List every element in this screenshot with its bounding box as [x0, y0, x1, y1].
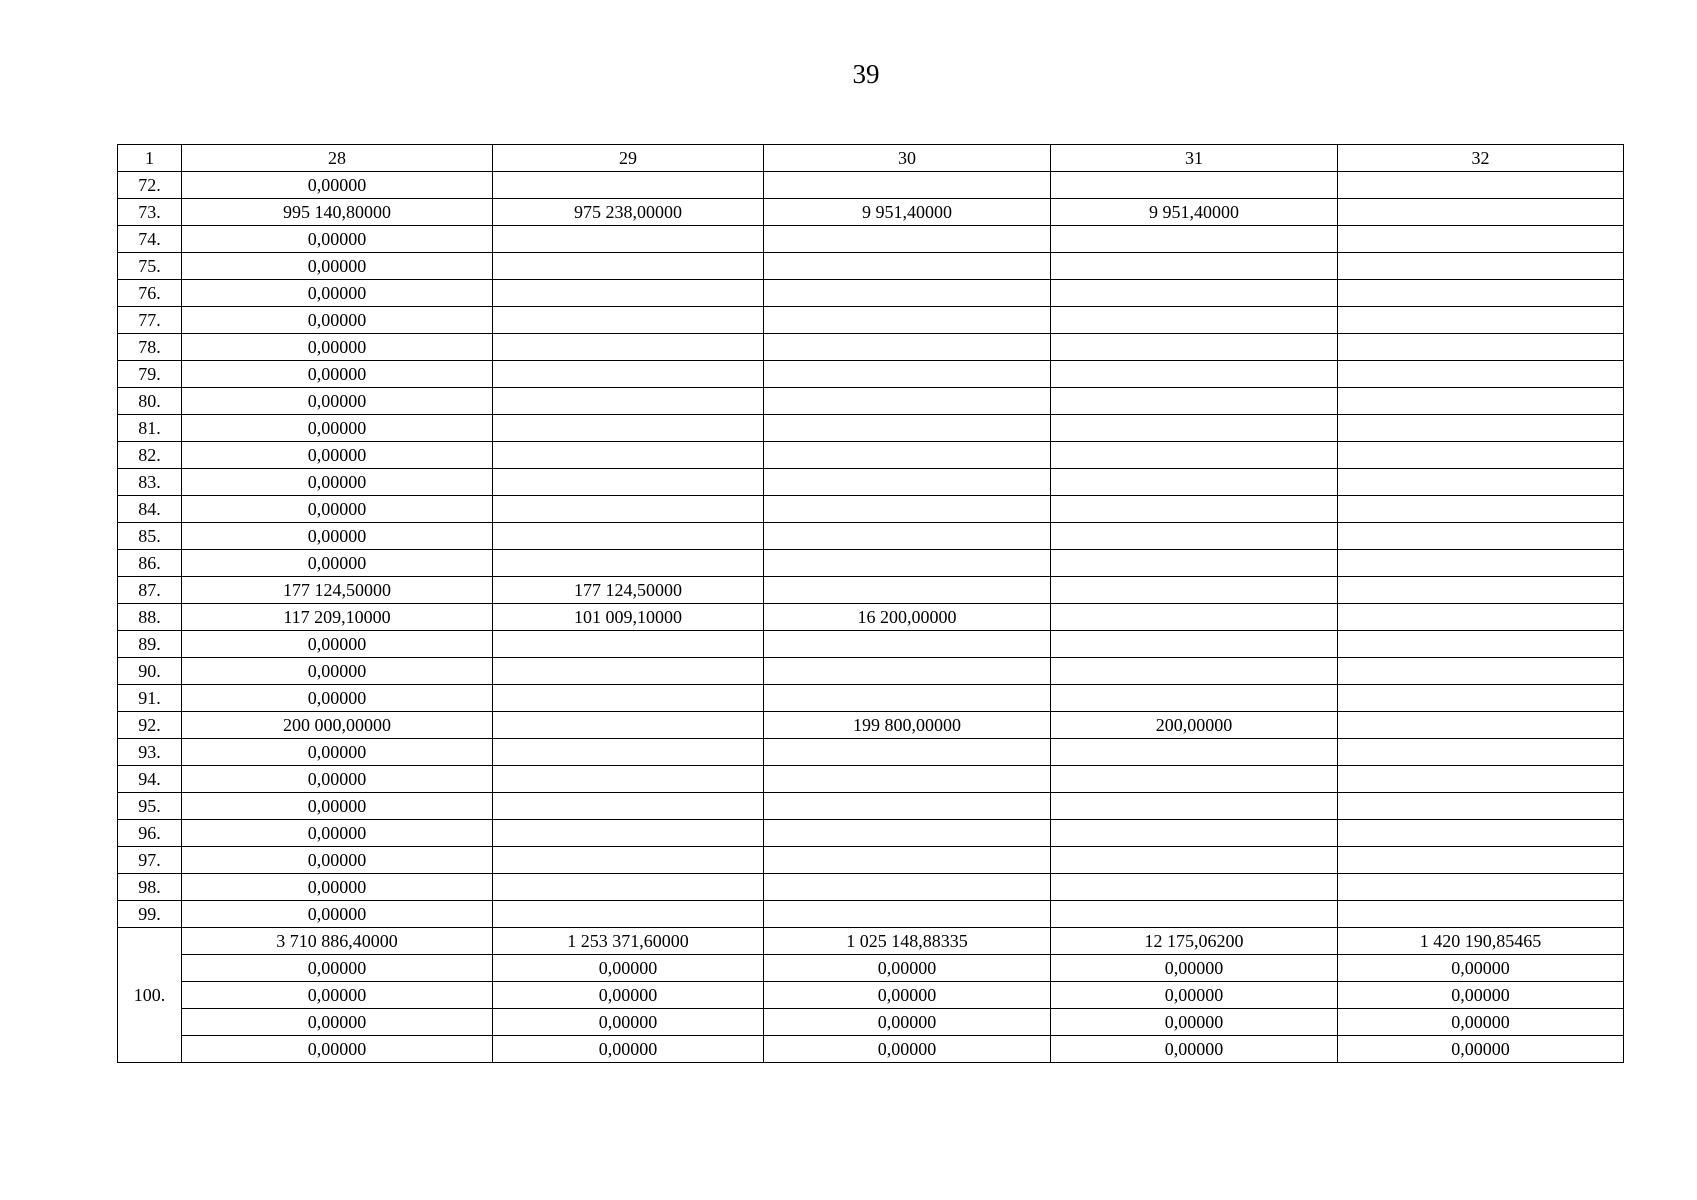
row-number-cell: 79.	[118, 361, 182, 388]
value-cell	[1338, 361, 1624, 388]
row-number-cell: 93.	[118, 739, 182, 766]
value-cell	[1051, 874, 1338, 901]
header-cell-col-30: 30	[764, 145, 1051, 172]
value-cell	[764, 172, 1051, 199]
value-cell	[1338, 442, 1624, 469]
value-cell: 0,00000	[182, 550, 493, 577]
value-cell	[493, 658, 764, 685]
value-cell	[493, 253, 764, 280]
value-cell: 0,00000	[182, 631, 493, 658]
row-number-cell: 74.	[118, 226, 182, 253]
row-number-cell: 82.	[118, 442, 182, 469]
value-cell	[493, 442, 764, 469]
row-number-cell: 85.	[118, 523, 182, 550]
value-cell	[493, 631, 764, 658]
table-row	[118, 361, 1624, 388]
table-row	[118, 469, 1624, 496]
total-value-cell: 1 420 190,85465	[1338, 928, 1624, 955]
value-cell	[493, 793, 764, 820]
value-cell	[493, 469, 764, 496]
value-cell	[1338, 415, 1624, 442]
row-number-cell: 75.	[118, 253, 182, 280]
value-cell	[764, 442, 1051, 469]
value-cell	[1051, 631, 1338, 658]
total-value-cell: 0,00000	[1051, 955, 1338, 982]
value-cell	[1338, 901, 1624, 928]
row-number-cell: 98.	[118, 874, 182, 901]
value-cell: 9 951,40000	[1051, 199, 1338, 226]
value-cell: 9 951,40000	[764, 199, 1051, 226]
value-cell	[1051, 523, 1338, 550]
row-number-cell: 92.	[118, 712, 182, 739]
row-number-cell: 77.	[118, 307, 182, 334]
total-value-cell: 0,00000	[182, 1009, 493, 1036]
value-cell	[1051, 172, 1338, 199]
row-number-cell: 84.	[118, 496, 182, 523]
value-cell: 0,00000	[182, 415, 493, 442]
total-value-cell: 0,00000	[1051, 982, 1338, 1009]
value-cell	[493, 739, 764, 766]
value-cell	[1051, 604, 1338, 631]
value-cell: 0,00000	[182, 172, 493, 199]
value-cell	[764, 550, 1051, 577]
table-row	[118, 334, 1624, 361]
table-row	[118, 550, 1624, 577]
row-number-cell: 91.	[118, 685, 182, 712]
total-value-cell: 0,00000	[182, 955, 493, 982]
table-row	[118, 685, 1624, 712]
value-cell	[764, 415, 1051, 442]
total-value-cell: 0,00000	[764, 1036, 1051, 1063]
value-cell	[1051, 415, 1338, 442]
value-cell: 0,00000	[182, 469, 493, 496]
value-cell	[1338, 604, 1624, 631]
value-cell	[764, 307, 1051, 334]
value-cell	[493, 280, 764, 307]
value-cell	[493, 388, 764, 415]
table-row	[118, 226, 1624, 253]
table-row	[118, 793, 1624, 820]
total-value-cell: 0,00000	[1051, 1009, 1338, 1036]
value-cell	[1338, 496, 1624, 523]
value-cell	[1338, 631, 1624, 658]
value-cell	[493, 685, 764, 712]
value-cell	[493, 334, 764, 361]
value-cell: 117 209,10000	[182, 604, 493, 631]
table-row	[118, 901, 1624, 928]
value-cell	[764, 685, 1051, 712]
value-cell	[1338, 766, 1624, 793]
value-cell	[764, 577, 1051, 604]
value-cell	[1338, 577, 1624, 604]
value-cell	[1051, 442, 1338, 469]
value-cell: 995 140,80000	[182, 199, 493, 226]
value-cell	[1338, 307, 1624, 334]
value-cell	[1051, 847, 1338, 874]
table-body	[118, 145, 1624, 1063]
table-row	[118, 496, 1624, 523]
value-cell	[1051, 658, 1338, 685]
value-cell: 0,00000	[182, 253, 493, 280]
total-value-cell: 0,00000	[1338, 1036, 1624, 1063]
table-row	[118, 577, 1624, 604]
value-cell	[1338, 685, 1624, 712]
total-value-cell: 0,00000	[1338, 1009, 1624, 1036]
row-number-cell: 81.	[118, 415, 182, 442]
value-cell: 0,00000	[182, 523, 493, 550]
row-number-cell: 94.	[118, 766, 182, 793]
total-value-cell: 0,00000	[493, 1009, 764, 1036]
table-row	[118, 253, 1624, 280]
value-cell	[493, 496, 764, 523]
value-cell	[493, 820, 764, 847]
total-value-cell: 0,00000	[493, 1036, 764, 1063]
value-cell	[493, 550, 764, 577]
value-cell: 0,00000	[182, 847, 493, 874]
value-cell	[764, 253, 1051, 280]
value-cell	[1051, 901, 1338, 928]
value-cell: 975 238,00000	[493, 199, 764, 226]
value-cell: 0,00000	[182, 766, 493, 793]
value-cell	[764, 901, 1051, 928]
value-cell	[493, 361, 764, 388]
value-cell: 0,00000	[182, 388, 493, 415]
value-cell	[764, 820, 1051, 847]
value-cell	[764, 631, 1051, 658]
total-row	[118, 955, 1624, 982]
value-cell	[1051, 577, 1338, 604]
value-cell	[1338, 847, 1624, 874]
value-cell	[1338, 523, 1624, 550]
value-cell	[764, 658, 1051, 685]
total-value-cell: 1 253 371,60000	[493, 928, 764, 955]
total-value-cell: 0,00000	[182, 982, 493, 1009]
total-value-cell: 0,00000	[1051, 1036, 1338, 1063]
total-value-cell: 0,00000	[764, 955, 1051, 982]
value-cell	[1051, 766, 1338, 793]
row-number-cell: 80.	[118, 388, 182, 415]
value-cell	[764, 361, 1051, 388]
value-cell	[1338, 793, 1624, 820]
value-cell	[1338, 739, 1624, 766]
row-number-cell: 72.	[118, 172, 182, 199]
value-cell	[1051, 280, 1338, 307]
value-cell	[493, 226, 764, 253]
total-value-cell: 1 025 148,88335	[764, 928, 1051, 955]
value-cell	[1338, 226, 1624, 253]
table-row	[118, 442, 1624, 469]
header-cell-col-1: 1	[118, 145, 182, 172]
total-value-cell: 0,00000	[182, 1036, 493, 1063]
table-row	[118, 280, 1624, 307]
total-row	[118, 1036, 1624, 1063]
value-cell	[1338, 253, 1624, 280]
value-cell	[1051, 361, 1338, 388]
value-cell: 200 000,00000	[182, 712, 493, 739]
value-cell: 177 124,50000	[182, 577, 493, 604]
value-cell	[493, 874, 764, 901]
value-cell	[764, 496, 1051, 523]
value-cell	[1051, 793, 1338, 820]
value-cell: 0,00000	[182, 280, 493, 307]
header-cell-col-28: 28	[182, 145, 493, 172]
row-number-cell: 99.	[118, 901, 182, 928]
value-cell: 0,00000	[182, 226, 493, 253]
value-cell	[1338, 658, 1624, 685]
table-row	[118, 874, 1624, 901]
value-cell	[764, 847, 1051, 874]
value-cell	[1051, 307, 1338, 334]
header-cell-col-29: 29	[493, 145, 764, 172]
row-number-cell: 83.	[118, 469, 182, 496]
value-cell: 0,00000	[182, 442, 493, 469]
data-table	[117, 144, 1624, 1063]
table-row	[118, 199, 1624, 226]
total-value-cell: 3 710 886,40000	[182, 928, 493, 955]
value-cell	[1051, 739, 1338, 766]
table-row	[118, 604, 1624, 631]
value-cell	[1051, 685, 1338, 712]
value-cell	[764, 388, 1051, 415]
value-cell: 200,00000	[1051, 712, 1338, 739]
row-number-cell: 95.	[118, 793, 182, 820]
table-row	[118, 658, 1624, 685]
header-row	[118, 145, 1624, 172]
table-row	[118, 388, 1624, 415]
value-cell: 0,00000	[182, 496, 493, 523]
value-cell	[493, 847, 764, 874]
total-value-cell: 0,00000	[764, 1009, 1051, 1036]
row-number-cell: 73.	[118, 199, 182, 226]
page-number: 39	[852, 59, 880, 89]
value-cell	[493, 712, 764, 739]
row-number-cell: 86.	[118, 550, 182, 577]
value-cell	[1338, 334, 1624, 361]
value-cell	[493, 415, 764, 442]
value-cell	[1051, 388, 1338, 415]
total-value-cell: 12 175,06200	[1051, 928, 1338, 955]
table-row	[118, 739, 1624, 766]
total-value-cell: 0,00000	[493, 955, 764, 982]
value-cell	[1338, 820, 1624, 847]
total-row-number-cell: 100.	[118, 928, 182, 1063]
total-row	[118, 982, 1624, 1009]
value-cell: 177 124,50000	[493, 577, 764, 604]
total-value-cell: 0,00000	[1338, 955, 1624, 982]
value-cell	[1338, 172, 1624, 199]
table-row	[118, 307, 1624, 334]
value-cell	[1338, 280, 1624, 307]
value-cell	[1051, 253, 1338, 280]
table-row	[118, 712, 1624, 739]
value-cell	[1338, 388, 1624, 415]
value-cell	[493, 307, 764, 334]
total-row	[118, 1009, 1624, 1036]
table-row	[118, 820, 1624, 847]
table-row	[118, 631, 1624, 658]
total-value-cell: 0,00000	[1338, 982, 1624, 1009]
value-cell: 199 800,00000	[764, 712, 1051, 739]
value-cell	[1051, 226, 1338, 253]
row-number-cell: 88.	[118, 604, 182, 631]
total-value-cell: 0,00000	[764, 982, 1051, 1009]
value-cell: 0,00000	[182, 793, 493, 820]
value-cell: 0,00000	[182, 820, 493, 847]
table-row	[118, 523, 1624, 550]
row-number-cell: 87.	[118, 577, 182, 604]
value-cell	[493, 766, 764, 793]
value-cell	[764, 334, 1051, 361]
header-cell-col-32: 32	[1338, 145, 1624, 172]
total-row	[118, 928, 1624, 955]
value-cell: 0,00000	[182, 739, 493, 766]
value-cell	[764, 739, 1051, 766]
value-cell	[764, 793, 1051, 820]
row-number-cell: 89.	[118, 631, 182, 658]
value-cell	[1051, 820, 1338, 847]
row-number-cell: 90.	[118, 658, 182, 685]
value-cell	[493, 901, 764, 928]
value-cell	[1051, 550, 1338, 577]
value-cell: 0,00000	[182, 361, 493, 388]
value-cell: 101 009,10000	[493, 604, 764, 631]
row-number-cell: 78.	[118, 334, 182, 361]
value-cell: 0,00000	[182, 685, 493, 712]
row-number-cell: 96.	[118, 820, 182, 847]
table-row	[118, 847, 1624, 874]
value-cell	[493, 523, 764, 550]
table-row	[118, 415, 1624, 442]
value-cell	[764, 874, 1051, 901]
value-cell: 0,00000	[182, 874, 493, 901]
value-cell	[1051, 496, 1338, 523]
table-row	[118, 766, 1624, 793]
value-cell: 0,00000	[182, 334, 493, 361]
value-cell	[493, 172, 764, 199]
value-cell	[764, 766, 1051, 793]
row-number-cell: 76.	[118, 280, 182, 307]
value-cell: 0,00000	[182, 901, 493, 928]
value-cell	[1338, 469, 1624, 496]
value-cell	[1338, 712, 1624, 739]
value-cell: 0,00000	[182, 658, 493, 685]
row-number-cell: 97.	[118, 847, 182, 874]
value-cell: 0,00000	[182, 307, 493, 334]
value-cell	[764, 469, 1051, 496]
value-cell	[1051, 334, 1338, 361]
value-cell	[764, 523, 1051, 550]
value-cell	[1051, 469, 1338, 496]
value-cell	[1338, 874, 1624, 901]
table-row	[118, 172, 1624, 199]
value-cell	[764, 280, 1051, 307]
value-cell	[764, 226, 1051, 253]
value-cell	[1338, 199, 1624, 226]
header-cell-col-31: 31	[1051, 145, 1338, 172]
value-cell	[1338, 550, 1624, 577]
value-cell: 16 200,00000	[764, 604, 1051, 631]
total-value-cell: 0,00000	[493, 982, 764, 1009]
